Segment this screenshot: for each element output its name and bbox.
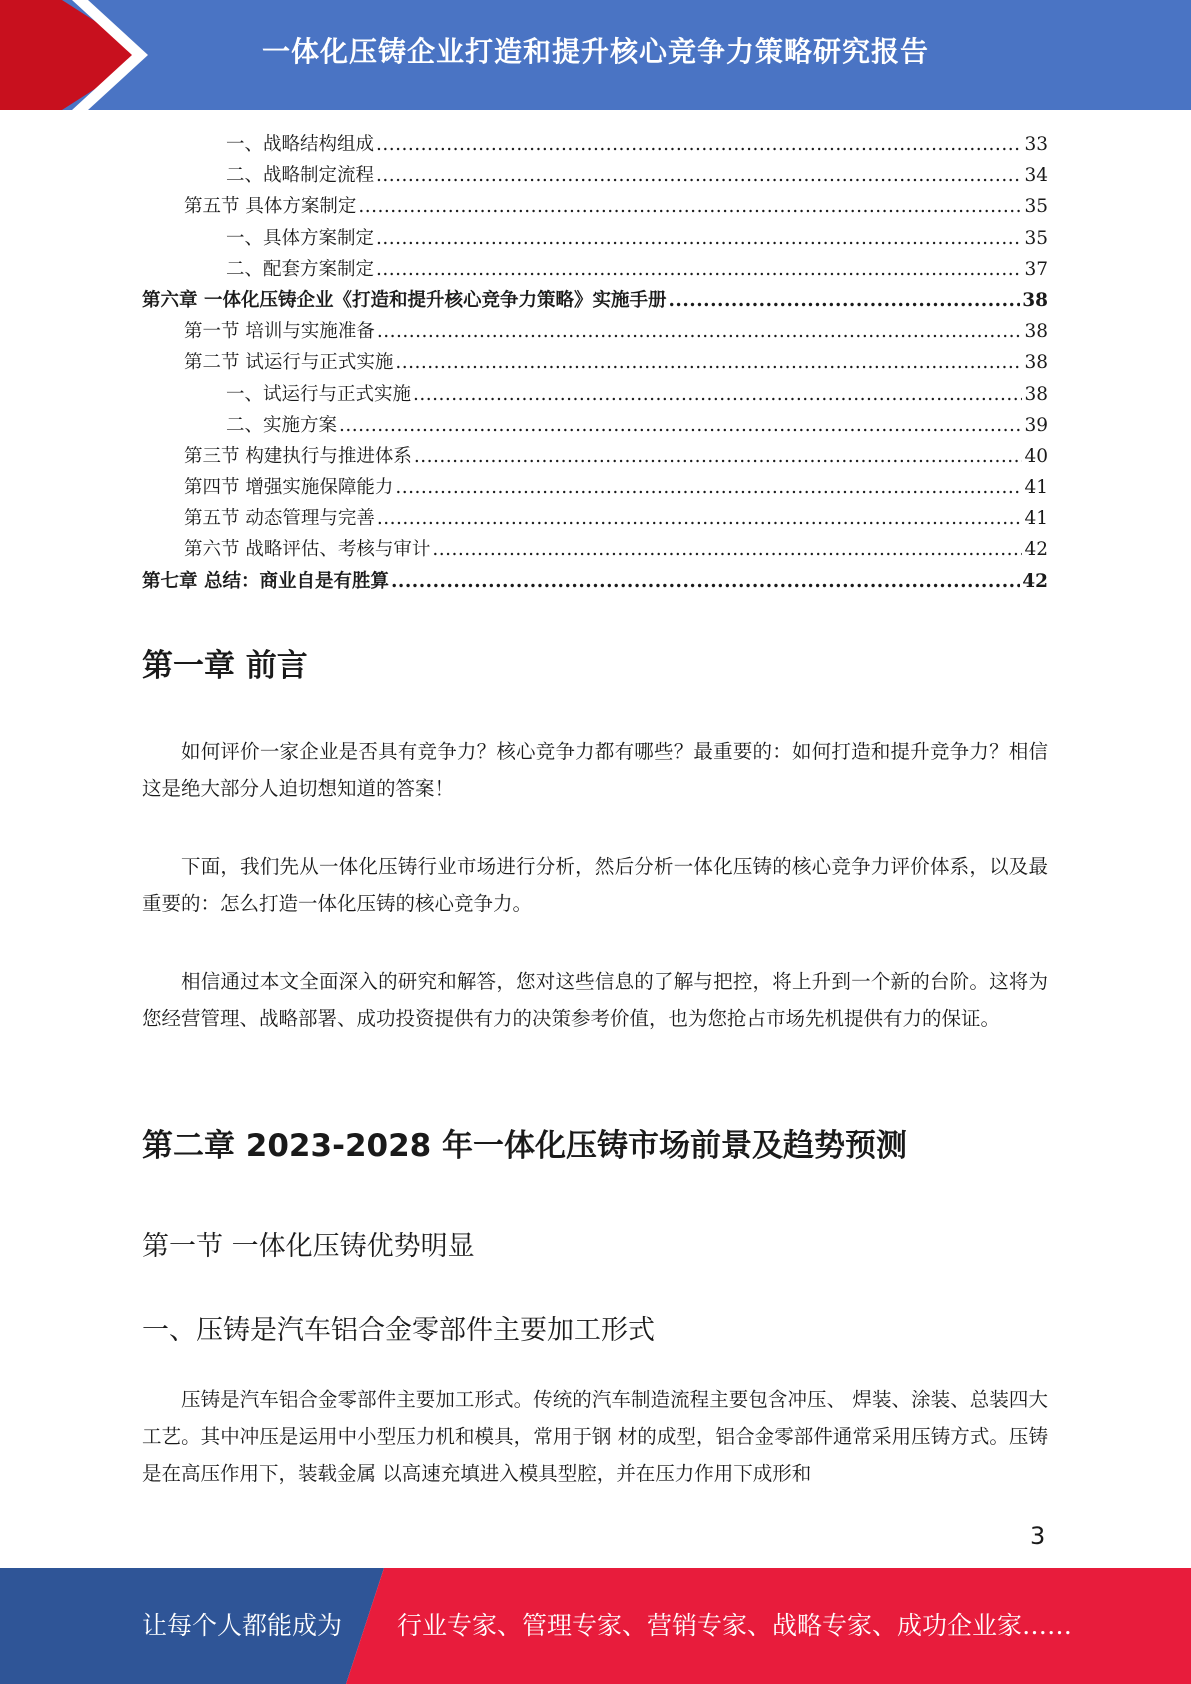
toc-entry-page: 38: [1024, 352, 1048, 374]
toc-entry[interactable]: [142, 534, 1048, 565]
toc-entry-page: 34: [1024, 165, 1048, 187]
toc-dot-leader: [339, 410, 1022, 441]
paragraph: 如何评价一家企业是否具有竞争力？核心竞争力都有哪些？最重要的：如何打造和提升竞争力？相信这是绝大部分人迫切想知道的答案！: [142, 740, 1048, 800]
toc-dot-leader: [376, 254, 1022, 285]
footer-slogan-left: 让每个人都能成为: [142, 1611, 343, 1640]
toc-entry-page: 39: [1024, 414, 1048, 436]
toc-entry-title: 一、具体方案制定: [226, 227, 375, 249]
page-number: 3: [1030, 1522, 1046, 1550]
toc-entry-title: 一、试运行与正式实施: [226, 383, 412, 405]
toc-entry-page: 35: [1024, 227, 1048, 249]
toc-dot-leader: [395, 472, 1022, 503]
toc-entry-title: 第五节 具体方案制定: [184, 196, 357, 218]
document-title: 一体化压铸企业打造和提升核心竞争力策略研究报告: [262, 35, 930, 68]
toc-dot-leader: [391, 566, 1020, 597]
toc-entry[interactable]: [142, 254, 1048, 285]
toc-entry-page: 38: [1024, 383, 1048, 405]
toc-dot-leader: [432, 534, 1022, 565]
toc-dot-leader: [377, 503, 1023, 534]
chapter-2-title: 第二章 2023-2028 年一体化压铸市场前景及趋势预测: [142, 1128, 908, 1164]
paragraph: 相信通过本文全面深入的研究和解答，您对这些信息的了解与把控，将上升到一个新的台阶。这将为您经营管理、战略部署、成功投资提供有力的决策参考价值，也为您抢占市场先机提供有力的保证。: [142, 970, 1048, 1030]
toc-entry-title: 第五节 动态管理与完善: [184, 508, 375, 530]
section-title: 第一节 一体化压铸优势明显: [142, 1231, 475, 1262]
toc-entry-title: 一、战略结构组成: [226, 134, 375, 155]
toc-entry[interactable]: [142, 503, 1048, 534]
toc-entry[interactable]: [142, 129, 1048, 160]
toc-entry-title: 二、实施方案: [226, 414, 338, 436]
toc-entry[interactable]: [142, 410, 1048, 441]
paragraph: 下面，我们先从一体化压铸行业市场进行分析，然后分析一体化压铸的核心竞争力评价体系，以及最重要的：怎么打造一体化压铸的核心竞争力。: [142, 855, 1048, 915]
toc-dot-leader: [358, 191, 1022, 222]
toc-dot-leader: [395, 347, 1022, 378]
toc-entry-page: 41: [1024, 477, 1048, 499]
toc-entry[interactable]: [142, 441, 1048, 472]
toc-entry[interactable]: [142, 191, 1048, 222]
toc-entry-title: 二、配套方案制定: [226, 258, 375, 280]
toc-entry[interactable]: [142, 160, 1048, 191]
toc-entry-title: 第七章 总结：商业自是有胜算: [142, 570, 389, 592]
toc-entry[interactable]: [142, 379, 1048, 410]
chapter-1-title: 第一章 前言: [142, 648, 308, 684]
toc-entry-title: 第二节 试运行与正式实施: [184, 352, 394, 374]
toc-entry[interactable]: [142, 316, 1048, 347]
toc-entry[interactable]: [142, 472, 1048, 503]
paragraph: 压铸是汽车铝合金零部件主要加工形式。传统的汽车制造流程主要包含冲压、 焊装、涂装、总装四大工艺。其中冲压是运用中小型压力机和模具，常用于钢 材的成型，铝合金零部件通常采用压铸方式。压铸是在高压作用下，装载金属 以高速充填进入模具型腔，并在压力作用下成形和: [142, 1388, 1048, 1485]
toc-dot-leader: [668, 285, 1020, 316]
toc-entry-page: 42: [1022, 570, 1048, 592]
toc-dot-leader: [376, 160, 1022, 191]
toc-entry[interactable]: [142, 566, 1048, 597]
toc-dot-leader: [377, 316, 1023, 347]
toc-entry-title: 二、战略制定流程: [226, 165, 375, 187]
footer-slogan-right: 行业专家、管理专家、营销专家、战略专家、成功企业家……: [397, 1611, 1073, 1640]
toc-entry[interactable]: [142, 223, 1048, 254]
toc-entry-title: 第三节 构建执行与推进体系: [184, 445, 412, 467]
subsection-title: 一、压铸是汽车铝合金零部件主要加工形式: [142, 1315, 655, 1346]
toc-dot-leader: [376, 129, 1022, 160]
toc-dot-leader: [413, 379, 1022, 410]
table-of-contents: [142, 129, 1048, 597]
toc-entry-title: 第一节 培训与实施准备: [184, 321, 375, 343]
toc-entry[interactable]: [142, 347, 1048, 378]
toc-entry-page: 37: [1024, 258, 1048, 280]
page-footer: [0, 1568, 1191, 1684]
toc-entry-title: 第六章 一体化压铸企业《打造和提升核心竞争力策略》实施手册: [142, 289, 667, 311]
toc-entry-page: 38: [1024, 321, 1048, 343]
toc-entry-title: 第六节 战略评估、考核与审计: [184, 539, 431, 561]
toc-entry-page: 40: [1024, 445, 1048, 467]
toc-entry-page: 41: [1024, 508, 1048, 530]
toc-entry-page: 35: [1024, 196, 1048, 218]
toc-entry-page: 42: [1024, 539, 1048, 561]
page-header: [0, 0, 1191, 110]
toc-dot-leader: [376, 223, 1022, 254]
toc-entry-title: 第四节 增强实施保障能力: [184, 477, 394, 499]
toc-entry-page: 33: [1024, 134, 1048, 155]
toc-entry-page: 38: [1022, 289, 1048, 311]
toc-entry[interactable]: [142, 285, 1048, 316]
toc-dot-leader: [414, 441, 1023, 472]
